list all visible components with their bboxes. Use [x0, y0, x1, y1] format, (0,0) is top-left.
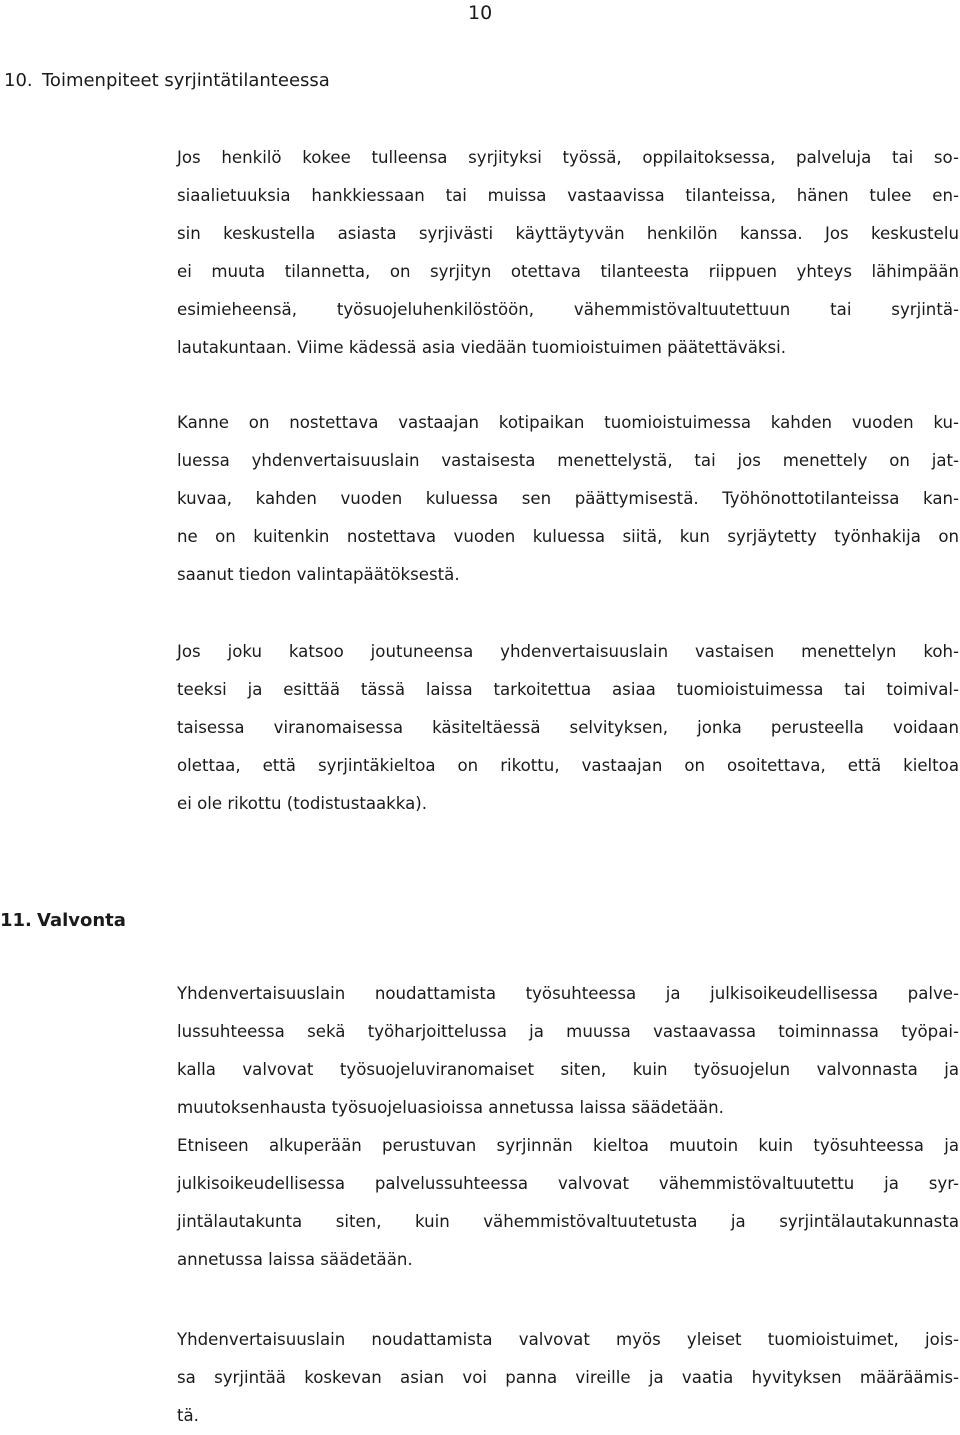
section-heading-11: [0, 909, 126, 933]
text-line: sin keskustella asiasta syrjivästi käyttäytyvän henkilön kanssa. Jos keskustelu: [177, 224, 959, 243]
text-line: ei muuta tilannetta, on syrjityn otettava tilanteesta riippuen yhteys lähimpään: [177, 262, 959, 281]
text-line: Yhdenvertaisuuslain noudattamista työsuhteessa ja julkisoikeudellisessa palve-: [177, 984, 959, 1003]
paragraph: [177, 139, 959, 367]
section-number: 11.: [0, 910, 32, 931]
text-line: Etniseen alkuperään perustuvan syrjinnän kieltoa muutoin kuin työsuhteessa ja: [177, 1136, 959, 1155]
text-line: taisessa viranomaisessa käsiteltäessä selvityksen, jonka perusteella voidaan: [177, 718, 959, 737]
text-line: lautakuntaan. Viime kädessä asia viedään tuomioistuimen päätettäväksi.: [177, 338, 787, 357]
text-line: muutoksenhausta työsuojeluasioissa annetussa laissa säädetään.: [177, 1098, 724, 1117]
text-line: tä.: [177, 1406, 199, 1425]
text-line: teeksi ja esittää tässä laissa tarkoitettua asiaa tuomioistuimessa tai toimival-: [177, 680, 959, 699]
section-heading-10: [0, 69, 330, 93]
text-line: Kanne on nostettava vastaajan kotipaikan tuomioistuimessa kahden vuoden ku-: [177, 413, 959, 432]
text-line: Jos joku katsoo joutuneensa yhdenvertaisuuslain vastaisen menettelyn koh-: [177, 642, 959, 661]
text-line: ne on kuitenkin nostettava vuoden kuluessa siitä, kun syrjäytetty työnhakija on: [177, 527, 959, 546]
section-title: Valvonta: [37, 910, 126, 931]
text-line: julkisoikeudellisessa palvelussuhteessa valvovat vähemmistövaltuutettu ja syr-: [177, 1174, 959, 1193]
text-line: jintälautakunta siten, kuin vähemmistövaltuutetusta ja syrjintälautakunnasta: [177, 1212, 959, 1231]
text-line: Yhdenvertaisuuslain noudattamista valvovat myös yleiset tuomioistuimet, jois-: [177, 1330, 959, 1349]
text-line: olettaa, että syrjintäkieltoa on rikottu, vastaajan on osoitettava, että kieltoa: [177, 756, 959, 775]
text-line: luessa yhdenvertaisuuslain vastaisesta menettelystä, tai jos menettely on jat-: [177, 451, 959, 470]
text-line: kalla valvovat työsuojeluviranomaiset siten, kuin työsuojelun valvonnasta ja: [177, 1060, 959, 1079]
paragraph: [177, 404, 959, 594]
text-line: siaalietuuksia hankkiessaan tai muissa vastaavissa tilanteissa, hänen tulee en-: [177, 186, 959, 205]
paragraph: [177, 975, 959, 1279]
text-line: saanut tiedon valintapäätöksestä.: [177, 565, 460, 584]
paragraph: [177, 633, 959, 823]
text-line: ei ole rikottu (todistustaakka).: [177, 794, 428, 813]
text-line: lussuhteessa sekä työharjoittelussa ja muussa vastaavassa toiminnassa työpai-: [177, 1022, 959, 1041]
text-line: annetussa laissa säädetään.: [177, 1250, 413, 1269]
section-title: Toimenpiteet syrjintätilanteessa: [42, 70, 330, 91]
section-number: 10.: [4, 70, 33, 91]
text-line: esimieheensä, työsuojeluhenkilöstöön, vähemmistövaltuutettuun tai syrjintä-: [177, 300, 959, 319]
text-line: kuvaa, kahden vuoden kuluessa sen päättymisestä. Työhönottotilanteissa kan-: [177, 489, 959, 508]
paragraph: [177, 1321, 959, 1435]
text-line: sa syrjintää koskevan asian voi panna vireille ja vaatia hyvityksen määräämis-: [177, 1368, 959, 1387]
page-number: 10: [468, 2, 493, 24]
text-line: Jos henkilö kokee tulleensa syrjityksi työssä, oppilaitoksessa, palveluja tai so-: [177, 148, 959, 167]
